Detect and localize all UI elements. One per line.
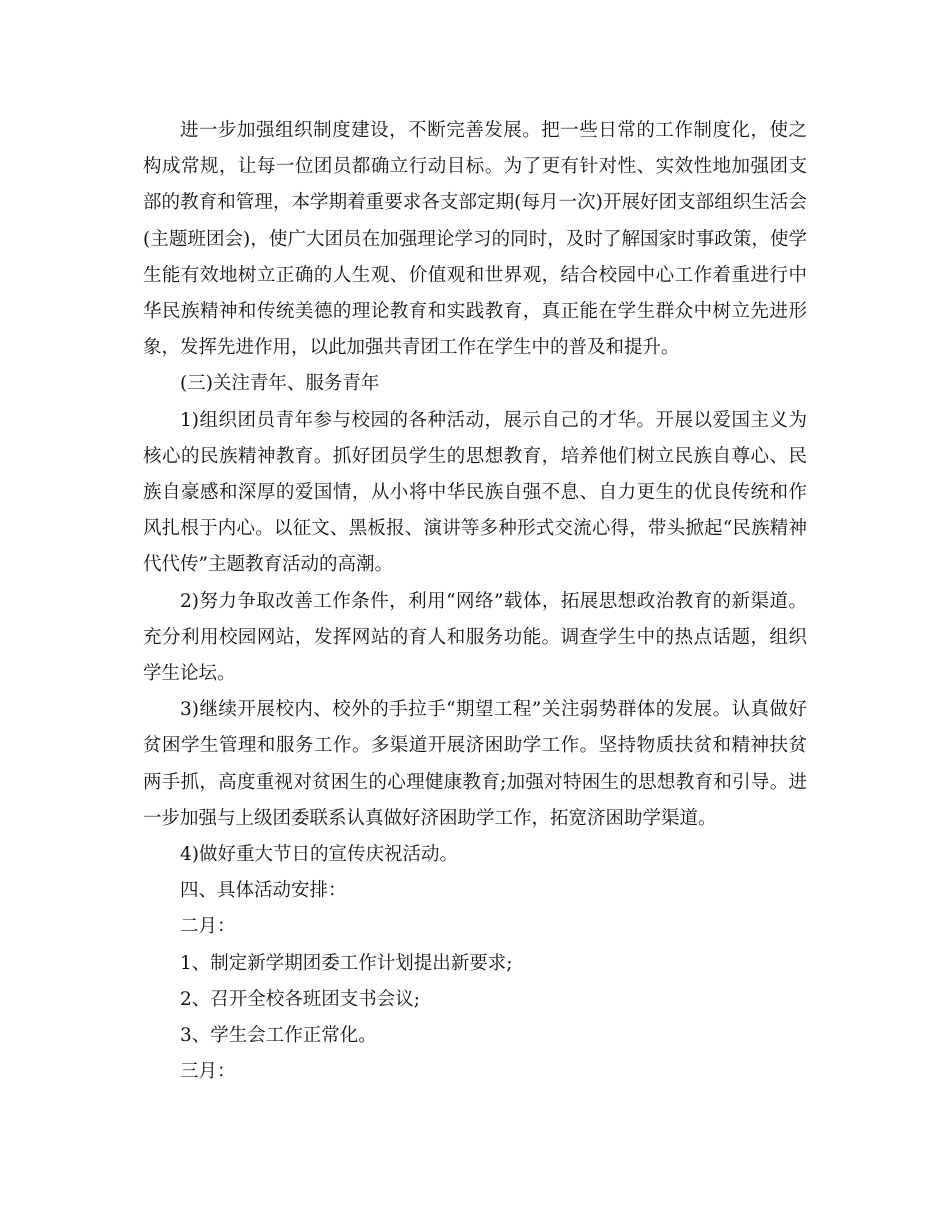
month-heading-march: 三月： — [180, 1061, 236, 1083]
section-heading-serve-youth: (三)关注青年、服务青年 — [180, 373, 380, 395]
section-heading-activities: 四、具体活动安排： — [180, 880, 347, 902]
list-item-feb-1: 1、制定新学期团委工作计划提出新要求; — [180, 952, 513, 974]
paragraph-organization-building: 进一步加强组织制度建设，不断完善发展。把一些日常的工作制度化，使之构成常规，让每一位团员都确立行动目标。为了更有针对性、实效性地加强团支部的教育和管理，本学期着重要求各支部定期(每月一次)开展好团支部组织生活会(主题班团会)，使广大团员在加强理论学习的同时，及时了解国家时事政策，使学生能有效地树立正确的人生观、价值观和世界观，结合校园中心工作着重进行中华民族精神和传统美德的理论教育和实践教育，真正能在学生群众中树立先进形象，发挥先进作用，以此加强共青团工作在学生中的普及和提升。 — [143, 120, 807, 359]
month-heading-february: 二月： — [180, 916, 236, 938]
paragraph-item-1: 1)组织团员青年参与校园的各种活动，展示自己的才华。开展以爱国主义为核心的民族精神教育。抓好团员学生的思想教育，培养他们树立民族自尊心、民族自豪感和深厚的爱国情，从小将中华民族自强不息、自力更生的优良传统和作风扎根于内心。以征文、黑板报、演讲等多种形式交流心得，带头掀起“民族精神代代传”主题教育活动的高潮。 — [143, 409, 807, 576]
list-item-feb-2: 2、召开全校各班团支书会议; — [180, 988, 421, 1010]
paragraph-item-4: 4)做好重大节日的宣传庆祝活动。 — [180, 844, 458, 866]
paragraph-item-2: 2)努力争取改善工作条件，利用“网络”载体，拓展思想政治教育的新渠道。充分利用校园网站，发挥网站的育人和服务功能。调查学生中的热点话题，组织学生论坛。 — [143, 590, 807, 685]
paragraph-item-3: 3)继续开展校内、校外的手拉手“期望工程”关注弱势群体的发展。认真做好贫困学生管理和服务工作。多渠道开展济困助学工作。坚持物质扶贫和精神扶贫两手抓，高度重视对贫困生的心理健康教育;加强对特困生的思想教育和引导。进一步加强与上级团委联系认真做好济困助学工作，拓宽济困助学渠道。 — [143, 699, 807, 829]
list-item-feb-3: 3、学生会工作正常化。 — [180, 1025, 377, 1047]
document-page — [143, 113, 807, 1090]
